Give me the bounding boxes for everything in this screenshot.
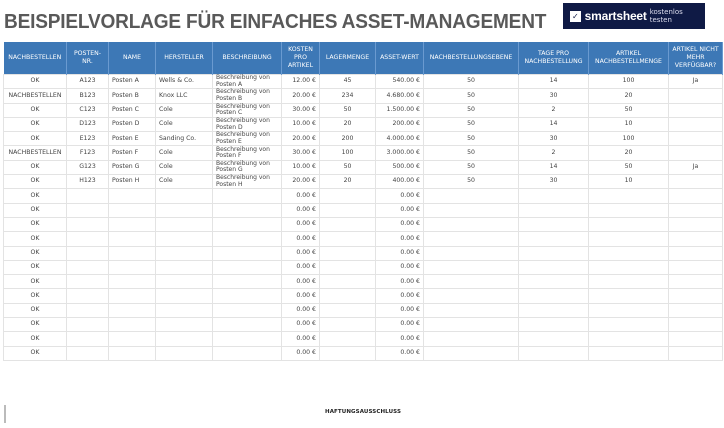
table-cell[interactable]: Sanding Co. [156, 132, 213, 146]
table-cell[interactable] [109, 203, 156, 217]
table-cell[interactable]: 0.00 € [282, 189, 320, 203]
table-row [4, 117, 723, 131]
table-cell[interactable] [109, 303, 156, 317]
table-cell[interactable] [589, 332, 669, 346]
table-cell[interactable] [67, 203, 109, 217]
table-row [4, 303, 723, 317]
table-cell[interactable]: NACHBESTELLEN [4, 146, 67, 160]
table-cell[interactable]: OK [4, 103, 67, 117]
footer-divider [4, 405, 6, 423]
table-cell[interactable] [589, 232, 669, 246]
table-cell[interactable]: 0.00 € [376, 318, 424, 332]
table-cell[interactable]: Beschreibung von Posten H [213, 175, 282, 189]
table-cell[interactable]: 50 [424, 175, 519, 189]
table-cell[interactable] [213, 246, 282, 260]
table-cell[interactable] [320, 246, 376, 260]
table-cell[interactable]: 50 [589, 103, 669, 117]
table-cell[interactable] [67, 289, 109, 303]
table-cell[interactable] [424, 346, 519, 360]
table-cell[interactable]: F123 [67, 146, 109, 160]
table-cell[interactable]: 0.00 € [282, 346, 320, 360]
table-cell[interactable] [109, 289, 156, 303]
column-header: NACHBESTELLUNGSEBENE [424, 42, 519, 75]
table-cell[interactable] [519, 232, 589, 246]
table-cell[interactable] [213, 189, 282, 203]
table-cell[interactable]: 20.00 € [282, 132, 320, 146]
disclaimer-link[interactable]: HAFTUNGSAUSSCHLUSS [325, 409, 402, 415]
table-cell[interactable]: 400.00 € [376, 175, 424, 189]
table-cell[interactable] [669, 289, 723, 303]
table-cell[interactable] [320, 260, 376, 274]
table-cell[interactable]: Beschreibung von Posten G [213, 160, 282, 174]
table-cell[interactable] [320, 203, 376, 217]
table-cell[interactable] [156, 260, 213, 274]
table-cell[interactable]: 14 [519, 160, 589, 174]
column-header: NACHBESTELLEN [4, 42, 67, 75]
table-cell[interactable]: Ja [669, 160, 723, 174]
table-cell[interactable] [519, 332, 589, 346]
table-cell[interactable] [669, 189, 723, 203]
table-cell[interactable]: 4.680.00 € [376, 89, 424, 103]
table-cell[interactable] [669, 217, 723, 231]
table-row [4, 332, 723, 346]
table-cell[interactable]: Cole [156, 103, 213, 117]
table-cell[interactable]: Beschreibung von Posten D [213, 117, 282, 131]
table-cell[interactable]: 20 [589, 146, 669, 160]
table-cell[interactable]: Posten C [109, 103, 156, 117]
table-cell[interactable] [519, 303, 589, 317]
table-cell[interactable]: 200 [320, 132, 376, 146]
table-cell[interactable]: 50 [424, 146, 519, 160]
table-cell[interactable] [67, 260, 109, 274]
table-cell[interactable] [320, 332, 376, 346]
table-row [4, 75, 723, 89]
table-row [4, 103, 723, 117]
table-cell[interactable]: 20.00 € [282, 175, 320, 189]
table-cell[interactable]: NACHBESTELLEN [4, 89, 67, 103]
table-cell[interactable] [67, 275, 109, 289]
table-cell[interactable]: 1.500.00 € [376, 103, 424, 117]
table-cell[interactable]: OK [4, 203, 67, 217]
table-body [4, 75, 723, 361]
table-cell[interactable] [519, 275, 589, 289]
table-cell[interactable]: OK [4, 217, 67, 231]
table-cell[interactable] [213, 203, 282, 217]
table-cell[interactable]: OK [4, 275, 67, 289]
table-cell[interactable]: E123 [67, 132, 109, 146]
table-cell[interactable]: 10.00 € [282, 117, 320, 131]
table-cell[interactable]: Beschreibung von Posten B [213, 89, 282, 103]
table-cell[interactable] [67, 318, 109, 332]
table-cell[interactable] [589, 246, 669, 260]
table-row [4, 232, 723, 246]
table-cell[interactable] [589, 203, 669, 217]
table-cell[interactable] [589, 303, 669, 317]
table-cell[interactable]: 2 [519, 103, 589, 117]
column-header: HERSTELLER [156, 42, 213, 75]
table-row [4, 89, 723, 103]
table-cell[interactable]: Posten B [109, 89, 156, 103]
table-cell[interactable]: D123 [67, 117, 109, 131]
table-cell[interactable]: 100 [589, 132, 669, 146]
column-header: TAGE PRO NACHBESTELLUNG [519, 42, 589, 75]
table-cell[interactable]: 0.00 € [376, 275, 424, 289]
table-cell[interactable] [519, 346, 589, 360]
table-row [4, 260, 723, 274]
table-cell[interactable]: 0.00 € [282, 246, 320, 260]
table-cell[interactable]: 10 [589, 175, 669, 189]
table-cell[interactable]: Posten G [109, 160, 156, 174]
table-cell[interactable]: 0.00 € [282, 203, 320, 217]
table-cell[interactable] [669, 246, 723, 260]
table-row [4, 175, 723, 189]
table-cell[interactable]: 200.00 € [376, 117, 424, 131]
table-cell[interactable]: 20 [320, 117, 376, 131]
table-cell[interactable] [424, 232, 519, 246]
table-cell[interactable] [519, 318, 589, 332]
table-cell[interactable] [156, 246, 213, 260]
table-cell[interactable]: 0.00 € [376, 203, 424, 217]
table-cell[interactable] [156, 332, 213, 346]
table-row [4, 189, 723, 203]
table-cell[interactable]: Knox LLC [156, 89, 213, 103]
table-cell[interactable] [424, 189, 519, 203]
column-header: ARTIKEL NACHBESTELLMENGE [589, 42, 669, 75]
table-row [4, 246, 723, 260]
table-cell[interactable] [213, 303, 282, 317]
table-cell[interactable]: OK [4, 332, 67, 346]
table-cell[interactable]: 4.000.00 € [376, 132, 424, 146]
table-cell[interactable] [669, 275, 723, 289]
table-cell[interactable] [320, 318, 376, 332]
table-cell[interactable] [424, 303, 519, 317]
table-cell[interactable] [156, 275, 213, 289]
column-header: ARTIKEL NICHT MEHR VERFÜGBAR? [669, 42, 723, 75]
table-row [4, 289, 723, 303]
table-cell[interactable]: 0.00 € [376, 217, 424, 231]
table-row [4, 346, 723, 360]
table-cell[interactable] [589, 217, 669, 231]
table-row [4, 275, 723, 289]
column-header: ASSET-WERT [376, 42, 424, 75]
table-cell[interactable]: OK [4, 346, 67, 360]
table-cell[interactable] [424, 275, 519, 289]
table-cell[interactable]: 50 [424, 103, 519, 117]
table-cell[interactable]: Wells & Co. [156, 75, 213, 89]
table-cell[interactable] [669, 132, 723, 146]
table-cell[interactable] [109, 189, 156, 203]
table-cell[interactable] [156, 189, 213, 203]
table-cell[interactable]: 0.00 € [282, 318, 320, 332]
table-cell[interactable]: B123 [67, 89, 109, 103]
table-cell[interactable] [669, 303, 723, 317]
table-cell[interactable] [109, 318, 156, 332]
table-cell[interactable] [213, 332, 282, 346]
table-cell[interactable] [213, 275, 282, 289]
table-cell[interactable]: OK [4, 132, 67, 146]
table-cell[interactable] [589, 289, 669, 303]
table-cell[interactable]: Posten H [109, 175, 156, 189]
table-cell[interactable]: 0.00 € [376, 303, 424, 317]
table-cell[interactable]: 50 [320, 160, 376, 174]
table-cell[interactable]: OK [4, 318, 67, 332]
table-cell[interactable]: 0.00 € [376, 346, 424, 360]
table-cell[interactable]: OK [4, 260, 67, 274]
table-cell[interactable]: Beschreibung von Posten A [213, 75, 282, 89]
table-cell[interactable]: 0.00 € [282, 332, 320, 346]
table-cell[interactable]: 500.00 € [376, 160, 424, 174]
table-cell[interactable]: 50 [589, 160, 669, 174]
table-cell[interactable] [109, 246, 156, 260]
table-cell[interactable]: Cole [156, 117, 213, 131]
column-header: NAME [109, 42, 156, 75]
table-cell[interactable]: OK [4, 175, 67, 189]
table-cell[interactable] [109, 275, 156, 289]
table-cell[interactable] [519, 289, 589, 303]
table-cell[interactable] [519, 246, 589, 260]
table-cell[interactable]: H123 [67, 175, 109, 189]
table-row [4, 146, 723, 160]
table-cell[interactable] [67, 217, 109, 231]
table-cell[interactable] [213, 289, 282, 303]
column-header: KOSTEN PRO ARTIKEL [282, 42, 320, 75]
table-cell[interactable] [424, 318, 519, 332]
table-cell[interactable]: 50 [424, 132, 519, 146]
table-cell[interactable]: 100 [320, 146, 376, 160]
table-cell[interactable] [669, 103, 723, 117]
table-cell[interactable] [320, 303, 376, 317]
table-cell[interactable] [669, 117, 723, 131]
table-cell[interactable] [109, 332, 156, 346]
table-cell[interactable]: OK [4, 232, 67, 246]
table-cell[interactable] [156, 318, 213, 332]
table-cell[interactable]: G123 [67, 160, 109, 174]
table-cell[interactable]: OK [4, 189, 67, 203]
column-header: POSTEN-NR. [67, 42, 109, 75]
page-title: BEISPIELVORLAGE FÜR EINFACHES ASSET-MANAGEMENT [4, 10, 547, 33]
table-cell[interactable]: 14 [519, 117, 589, 131]
table-cell[interactable] [424, 246, 519, 260]
table-cell[interactable]: 50 [320, 103, 376, 117]
table-cell[interactable] [67, 303, 109, 317]
table-cell[interactable]: Cole [156, 160, 213, 174]
table-cell[interactable]: OK [4, 289, 67, 303]
table-cell[interactable] [424, 203, 519, 217]
table-cell[interactable]: 30.00 € [282, 146, 320, 160]
logo-brand: smartsheet [584, 9, 647, 23]
table-cell[interactable]: OK [4, 160, 67, 174]
table-cell[interactable] [519, 203, 589, 217]
table-cell[interactable] [320, 346, 376, 360]
table-cell[interactable]: OK [4, 303, 67, 317]
table-cell[interactable]: Beschreibung von Posten E [213, 132, 282, 146]
table-cell[interactable] [156, 203, 213, 217]
table-cell[interactable]: 0.00 € [282, 303, 320, 317]
table-cell[interactable]: 0.00 € [282, 217, 320, 231]
header-row [4, 42, 723, 75]
asset-table [3, 42, 723, 361]
table-cell[interactable]: 0.00 € [376, 260, 424, 274]
table-cell[interactable] [213, 217, 282, 231]
table-cell[interactable]: 3.000.00 € [376, 146, 424, 160]
table-cell[interactable]: 0.00 € [282, 232, 320, 246]
table-cell[interactable]: 10.00 € [282, 160, 320, 174]
table-row [4, 160, 723, 174]
table-cell[interactable]: 45 [320, 75, 376, 89]
smartsheet-trial-button[interactable] [563, 3, 705, 29]
table-cell[interactable]: 30 [519, 89, 589, 103]
table-cell[interactable]: Cole [156, 146, 213, 160]
logo-cta: kostenlos testen [649, 8, 683, 24]
table-cell[interactable] [669, 146, 723, 160]
table-cell[interactable] [320, 232, 376, 246]
table-cell[interactable]: 30.00 € [282, 103, 320, 117]
table-cell[interactable]: C123 [67, 103, 109, 117]
table-row [4, 217, 723, 231]
table-cell[interactable] [519, 260, 589, 274]
table-cell[interactable] [669, 203, 723, 217]
table-cell[interactable] [156, 289, 213, 303]
table-row [4, 203, 723, 217]
table-cell[interactable] [213, 346, 282, 360]
table-cell[interactable]: 0.00 € [376, 189, 424, 203]
table-row [4, 318, 723, 332]
table-cell[interactable]: Ja [669, 75, 723, 89]
table-cell[interactable]: A123 [67, 75, 109, 89]
table-cell[interactable] [67, 346, 109, 360]
table-cell[interactable] [669, 232, 723, 246]
table-cell[interactable] [519, 189, 589, 203]
table-cell[interactable]: 2 [519, 146, 589, 160]
table-cell[interactable]: 0.00 € [376, 232, 424, 246]
table-cell[interactable] [109, 232, 156, 246]
table-cell[interactable]: 0.00 € [282, 275, 320, 289]
table-cell[interactable]: 0.00 € [376, 246, 424, 260]
table-cell[interactable]: OK [4, 117, 67, 131]
table-cell[interactable]: OK [4, 246, 67, 260]
table-cell[interactable]: 50 [424, 160, 519, 174]
table-cell[interactable]: 12.00 € [282, 75, 320, 89]
table-cell[interactable]: 50 [424, 117, 519, 131]
table-cell[interactable] [67, 332, 109, 346]
table-cell[interactable]: 20 [589, 89, 669, 103]
table-cell[interactable] [109, 346, 156, 360]
checkbox-icon: ✓ [571, 11, 579, 21]
table-cell[interactable] [320, 189, 376, 203]
table-cell[interactable] [67, 189, 109, 203]
table-cell[interactable]: 0.00 € [282, 260, 320, 274]
table-cell[interactable] [320, 217, 376, 231]
table-cell[interactable]: 0.00 € [376, 289, 424, 303]
table-cell[interactable]: 50 [424, 89, 519, 103]
table-cell[interactable] [67, 232, 109, 246]
table-cell[interactable]: 30 [519, 175, 589, 189]
table-cell[interactable] [109, 217, 156, 231]
table-cell[interactable]: Beschreibung von Posten C [213, 103, 282, 117]
table-cell[interactable]: 234 [320, 89, 376, 103]
table-cell[interactable]: Beschreibung von Posten F [213, 146, 282, 160]
table-cell[interactable] [669, 332, 723, 346]
table-cell[interactable] [320, 289, 376, 303]
table-cell[interactable] [320, 275, 376, 289]
table-row [4, 132, 723, 146]
table-cell[interactable] [589, 260, 669, 274]
table-cell[interactable] [669, 318, 723, 332]
table-cell[interactable]: 50 [424, 75, 519, 89]
table-cell[interactable] [669, 175, 723, 189]
table-cell[interactable]: 10 [589, 117, 669, 131]
table-cell[interactable]: OK [4, 75, 67, 89]
column-header: LAGERMENGE [320, 42, 376, 75]
table-cell[interactable] [589, 346, 669, 360]
table-cell[interactable]: 14 [519, 75, 589, 89]
table-cell[interactable]: Posten F [109, 146, 156, 160]
table-cell[interactable] [156, 346, 213, 360]
table-cell[interactable] [589, 189, 669, 203]
table-cell[interactable]: 0.00 € [282, 289, 320, 303]
table-cell[interactable]: 20.00 € [282, 89, 320, 103]
table-cell[interactable] [424, 217, 519, 231]
table-cell[interactable] [156, 303, 213, 317]
table-cell[interactable] [669, 346, 723, 360]
table-cell[interactable]: 30 [519, 132, 589, 146]
table-cell[interactable] [589, 318, 669, 332]
table-cell[interactable] [424, 289, 519, 303]
table-cell[interactable]: 540.00 € [376, 75, 424, 89]
column-header: BESCHREIBUNG [213, 42, 282, 75]
table-cell[interactable] [156, 217, 213, 231]
table-cell[interactable] [424, 260, 519, 274]
table-cell[interactable] [669, 89, 723, 103]
table-cell[interactable]: Cole [156, 175, 213, 189]
table-cell[interactable]: 100 [589, 75, 669, 89]
table-cell[interactable]: Posten E [109, 132, 156, 146]
table-cell[interactable] [156, 232, 213, 246]
table-cell[interactable] [213, 260, 282, 274]
table-cell[interactable] [519, 217, 589, 231]
table-cell[interactable] [669, 260, 723, 274]
table-cell[interactable] [109, 260, 156, 274]
table-cell[interactable]: 0.00 € [376, 332, 424, 346]
table-cell[interactable]: 20 [320, 175, 376, 189]
table-cell[interactable] [213, 232, 282, 246]
table-cell[interactable] [213, 318, 282, 332]
table-cell[interactable]: Posten D [109, 117, 156, 131]
table-cell[interactable] [67, 246, 109, 260]
table-cell[interactable] [424, 332, 519, 346]
table-cell[interactable] [589, 275, 669, 289]
table-cell[interactable]: Posten A [109, 75, 156, 89]
